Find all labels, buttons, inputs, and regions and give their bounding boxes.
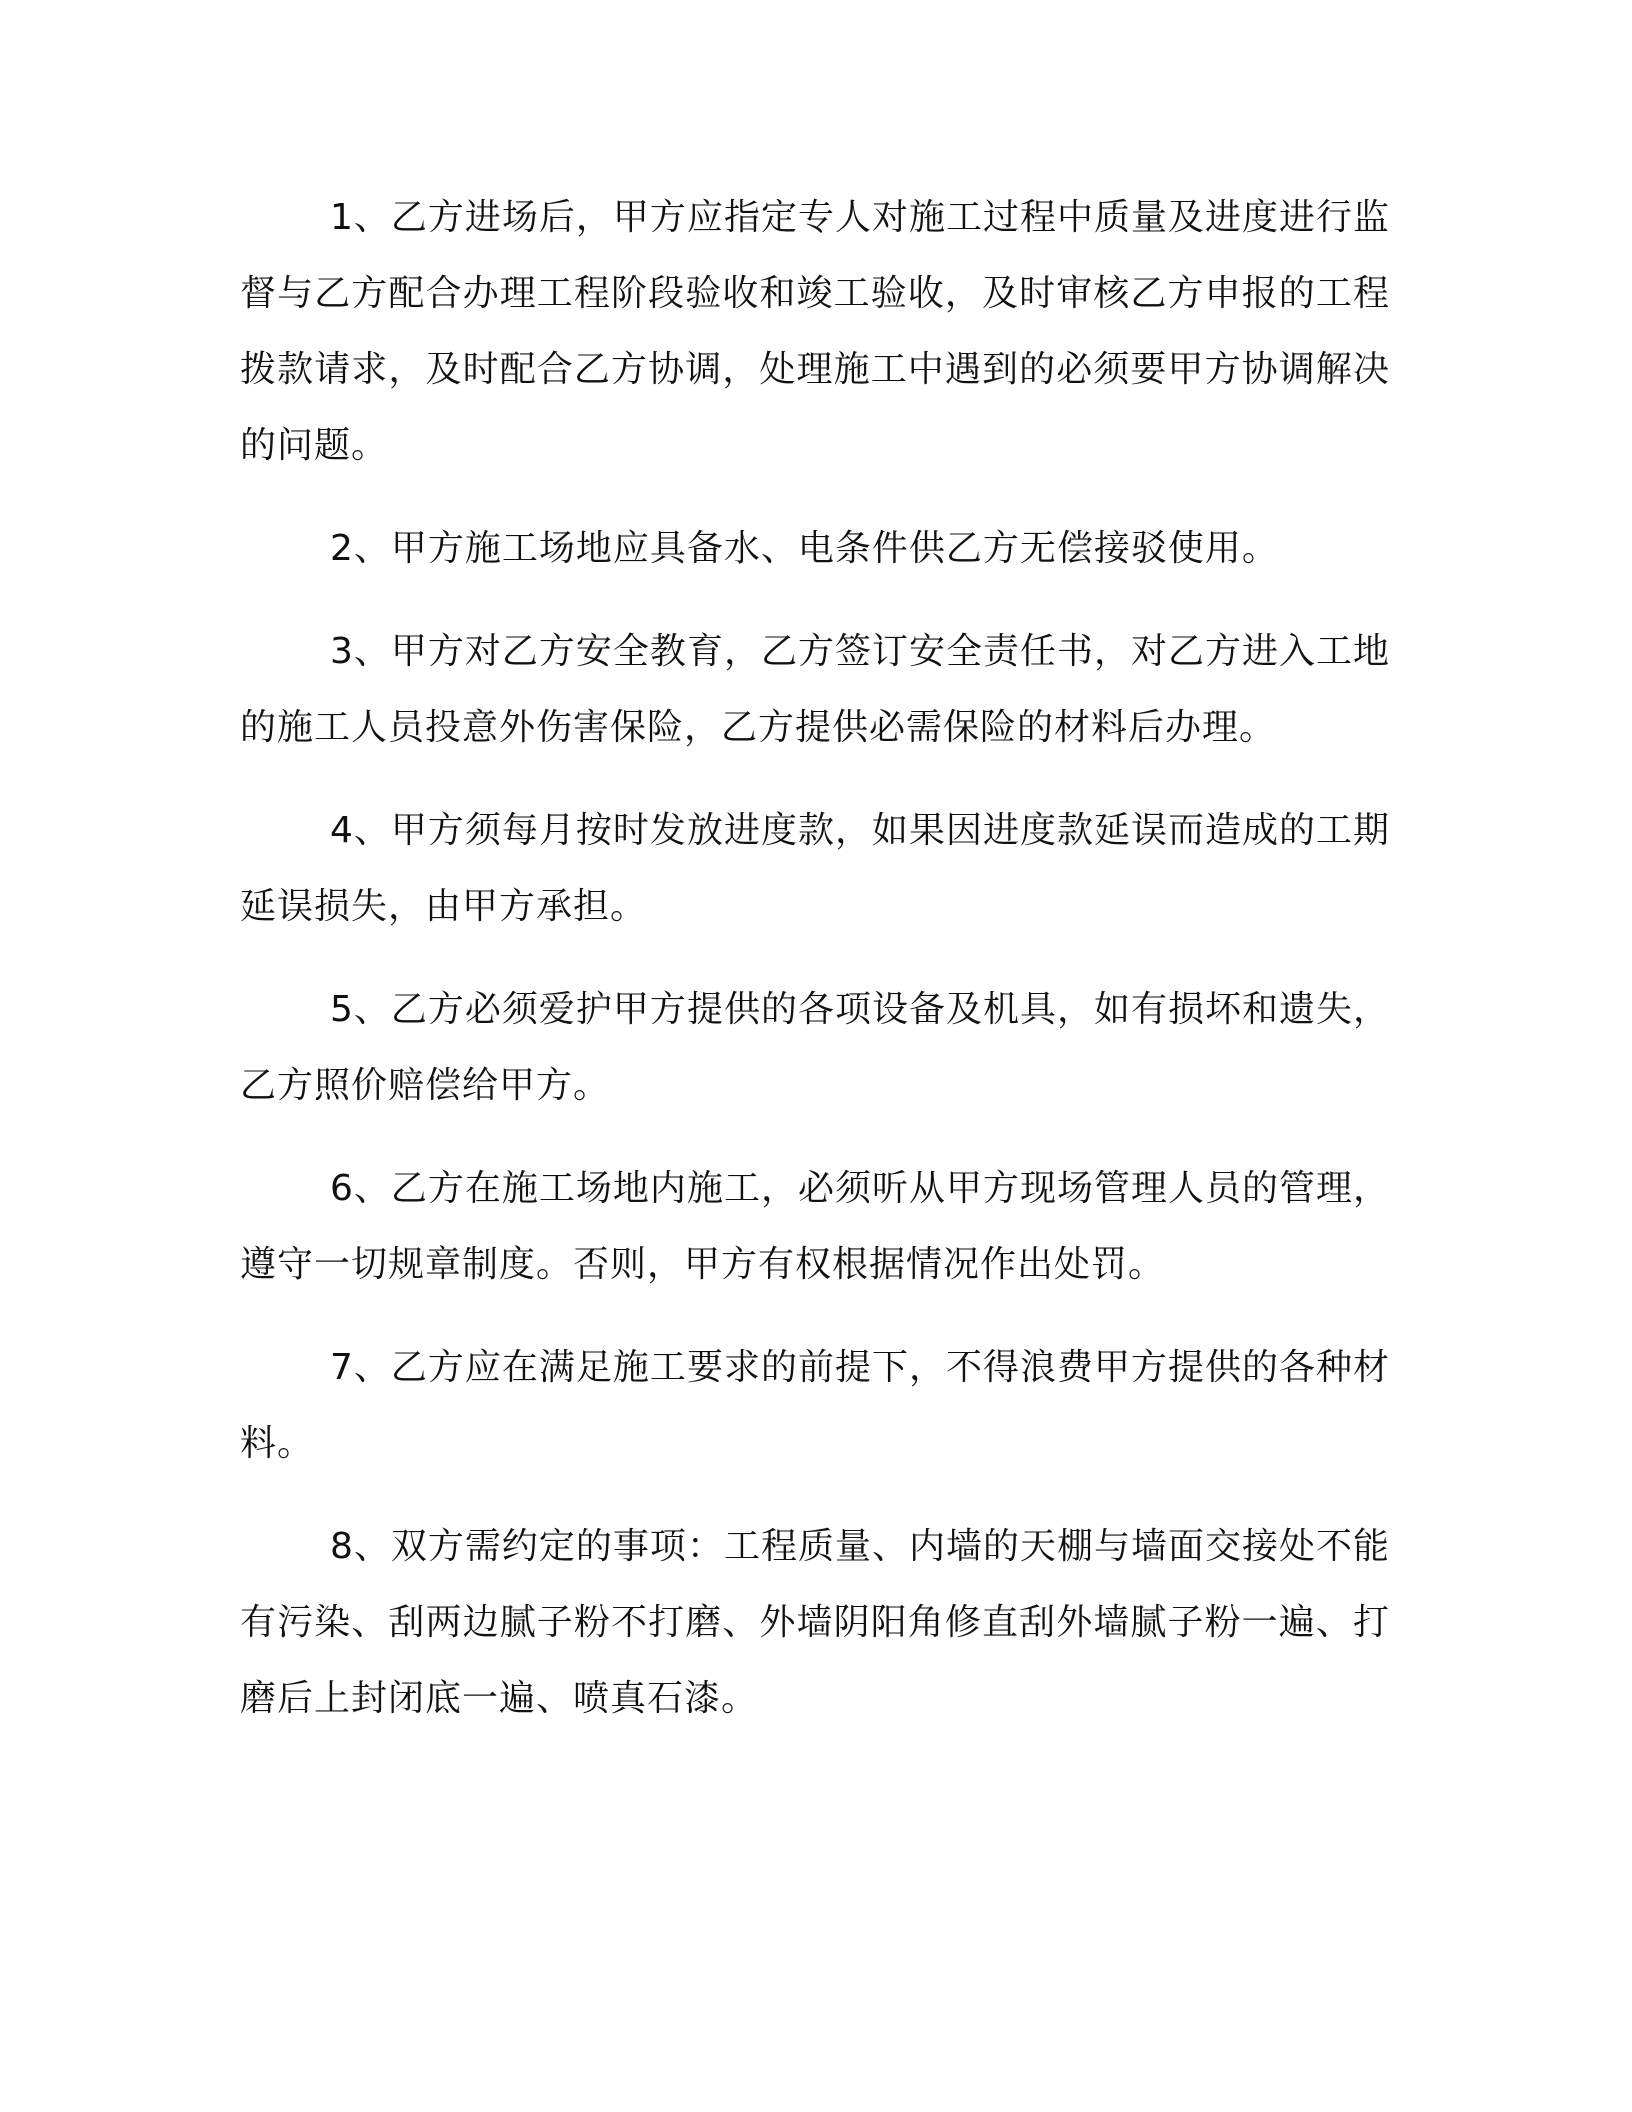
clause-8: 8、双方需约定的事项：工程质量、内墙的天棚与墙面交接处不能有污染、刮两边腻子粉不打磨、外墙阴阳角修直刮外墙腻子粉一遍、打磨后上封闭底一遍、喷真石漆。 <box>240 1526 1390 1719</box>
clause-1: 1、乙方进场后，甲方应指定专人对施工过程中质量及进度进行监督与乙方配合办理工程阶段验收和竣工验收，及时审核乙方申报的工程拨款请求，及时配合乙方协调，处理施工中遇到的必须要甲方协调解决的问题。 <box>240 197 1390 466</box>
clause-7: 7、乙方应在满足施工要求的前提下，不得浪费甲方提供的各种材料。 <box>240 1347 1390 1464</box>
clause-4: 4、甲方须每月按时发放进度款，如果因进度款延误而造成的工期延误损失，由甲方承担。 <box>240 810 1390 927</box>
clause-3: 3、甲方对乙方安全教育，乙方签订安全责任书，对乙方进入工地的施工人员投意外伤害保险，乙方提供必需保险的材料后办理。 <box>240 631 1390 748</box>
contract-body <box>240 180 1390 1764</box>
clause-2: 2、甲方施工场地应具备水、电条件供乙方无偿接驳使用。 <box>330 528 1279 569</box>
clause-5: 5、乙方必须爱护甲方提供的各项设备及机具，如有损坏和遗失，乙方照价赔偿给甲方。 <box>240 989 1390 1106</box>
clause-6: 6、乙方在施工场地内施工，必须听从甲方现场管理人员的管理，遵守一切规章制度。否则，甲方有权根据情况作出处罚。 <box>240 1168 1390 1285</box>
